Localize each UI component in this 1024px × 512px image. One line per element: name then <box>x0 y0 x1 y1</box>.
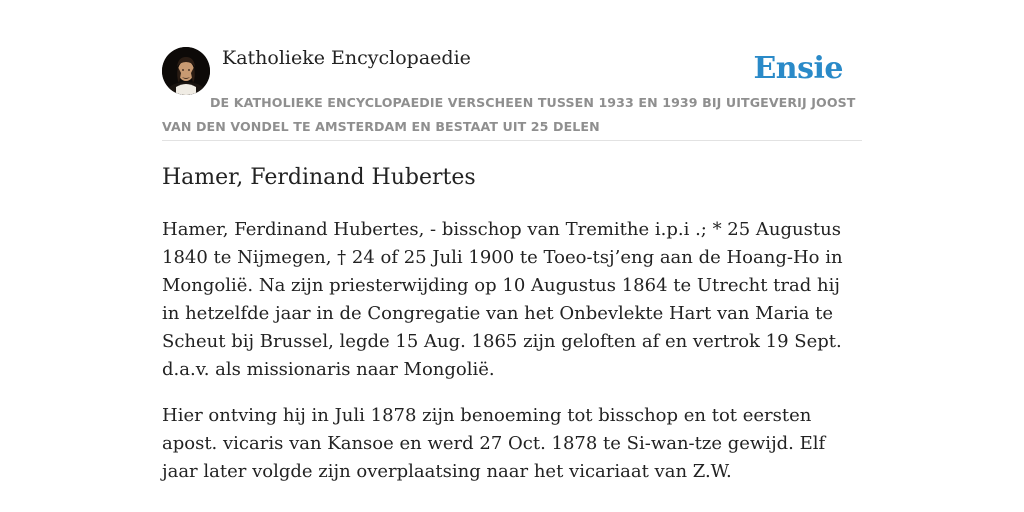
article-body <box>162 216 862 504</box>
page-container <box>162 0 862 482</box>
article-title: Hamer, Ferdinand Hubertes <box>162 165 476 190</box>
portrait-avatar-image <box>162 47 210 95</box>
site-title-link[interactable]: Katholieke Encyclopaedie <box>222 47 471 69</box>
ensie-logo[interactable]: Ensie <box>753 51 843 86</box>
site-header <box>162 0 862 141</box>
site-description: DE KATHOLIEKE ENCYCLOPAEDIE VERSCHEEN TUSSEN 1933 EN 1939 BIJ UITGEVERIJ JOOST VAN DEN VONDEL TE AMSTERDAM EN BESTAAT UIT 25 DELEN <box>162 95 856 134</box>
portrait-avatar-icon[interactable] <box>162 47 210 95</box>
article-paragraph: Hier ontving hij in Juli 1878 zijn benoeming tot bisschop en tot eersten apost. vicaris van Kansoe en werd 27 Oct. 1878 te Si-wan-tze gewijd. Elf jaar later volgde zijn overplaatsing naar het vicariaat van Z.W. <box>162 405 826 482</box>
article-paragraph: Hamer, Ferdinand Hubertes, - bisschop van Tremithe i.p.i .; * 25 Augustus 1840 te Nijmegen, † 24 of 25 Juli 1900 te Toeo-tsj’eng aan de Hoang-Ho in Mongolië. Na zijn priesterwijding op 10 Augustus 1864 te Utrecht trad hij in hetzelfde jaar in de Congregatie van het Onbevlekte Hart van Maria te Scheut bij Brussel, legde 15 Aug. 1865 zijn geloften af en vertrok 19 Sept. d.a.v. als missionaris naar Mongolië. <box>162 219 843 380</box>
